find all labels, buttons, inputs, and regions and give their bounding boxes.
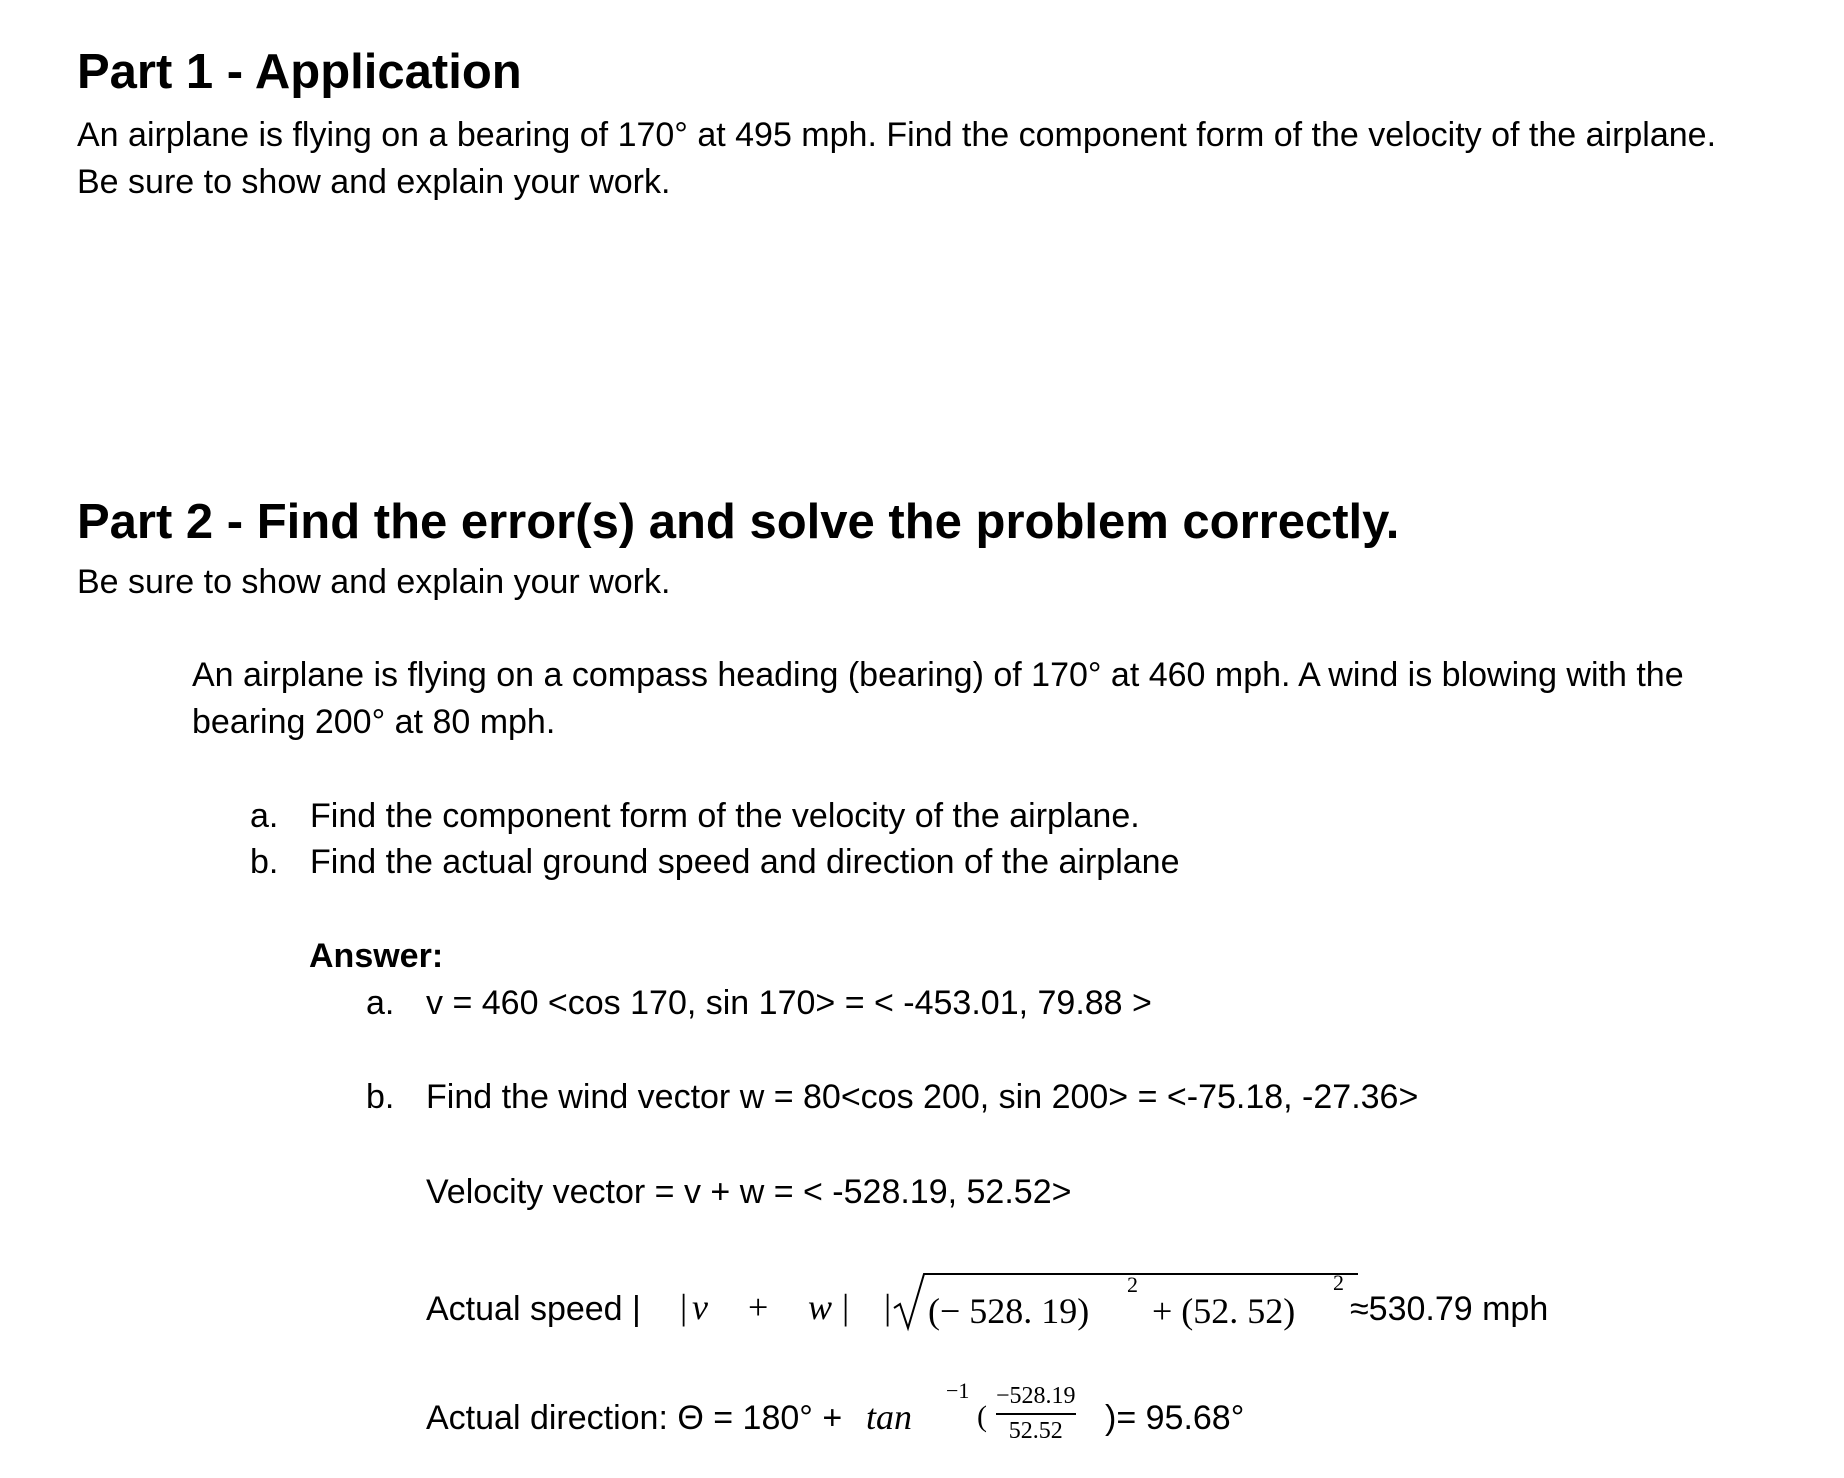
answer-a-text: v = 460 <cos 170, sin 170> = < -453.01, 79.88 > <box>426 984 1152 1022</box>
question-b-text: Find the actual ground speed and direction of the airplane <box>310 843 1180 881</box>
fraction-numerator: −528.19 <box>996 1383 1076 1409</box>
math-plus: + <box>748 1287 769 1327</box>
part1-title: Part 1 - Application <box>77 45 522 99</box>
sqrt-term1: (− 528. 19) <box>928 1291 1090 1331</box>
speed-result: ≈530.79 mph <box>1350 1290 1549 1328</box>
sqrt-term2: + (52. 52) <box>1152 1291 1296 1331</box>
direction-label: Actual direction: Θ = 180° + <box>426 1399 843 1437</box>
tan-exponent: −1 <box>946 1378 970 1403</box>
answer-a-marker: a. <box>366 984 395 1022</box>
direction-result: )= 95.68° <box>1105 1399 1245 1437</box>
answer-label: Answer: <box>309 937 444 975</box>
question-b-marker: b. <box>250 843 279 881</box>
fraction-bar <box>996 1413 1076 1415</box>
part1-prompt-line2: Be sure to show and explain your work. <box>77 163 671 201</box>
fraction <box>996 1383 1076 1445</box>
sqrt-exp2: 2 <box>1333 1270 1344 1295</box>
problem-line2: bearing 200° at 80 mph. <box>192 703 556 741</box>
open-paren: ( <box>977 1400 987 1433</box>
question-a-marker: a. <box>250 797 279 835</box>
problem-line1: An airplane is flying on a compass heading (bearing) of 170° at 460 mph. A wind is blowing with the <box>192 656 1684 694</box>
answer-b-text: Find the wind vector w = 80<cos 200, sin 200> = <-75.18, -27.36> <box>426 1078 1419 1116</box>
velocity-vector-line: Velocity vector = v + w = < -528.19, 52.52> <box>426 1173 1072 1211</box>
answer-b-marker: b. <box>366 1078 395 1116</box>
part1-prompt-line1: An airplane is flying on a bearing of 170° at 495 mph. Find the component form of the velocity of the airplane. <box>77 116 1717 154</box>
abs-bar-left: | <box>680 1287 688 1327</box>
abs-bar-third: | <box>884 1287 892 1327</box>
math-v: v <box>692 1287 708 1327</box>
sqrt-exp1: 2 <box>1127 1272 1138 1297</box>
part2-title: Part 2 - Find the error(s) and solve the problem correctly. <box>77 495 1400 549</box>
math-tan: tan <box>866 1397 913 1437</box>
abs-bar-right: | <box>842 1287 850 1327</box>
fraction-denominator: 52.52 <box>1008 1418 1063 1444</box>
question-a-text: Find the component form of the velocity of the airplane. <box>310 797 1140 835</box>
speed-label: Actual speed | <box>426 1290 641 1328</box>
math-w: w <box>808 1287 833 1327</box>
part2-instruction: Be sure to show and explain your work. <box>77 563 671 601</box>
